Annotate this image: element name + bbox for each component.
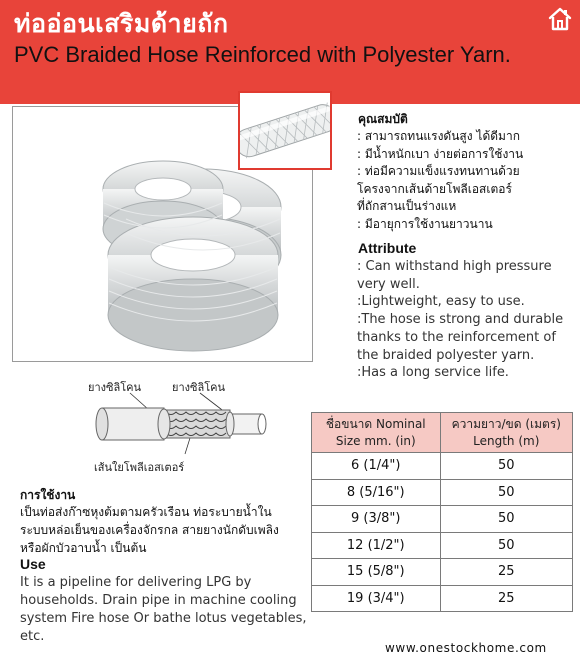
usage-text-thai: เป็นท่อส่งก๊าซหุงต้มตามครัวเรือน ท่อระบายน้ำในระบบหล่อเย็นของเครื่องจักรกล สายยางนักดับเพลิง หรือผักบัวอาบน้ำ เป็นต้น — [20, 505, 279, 555]
property-item: : มีอายุการใช้งานยาวนาน — [357, 216, 493, 231]
size-cell: 12 (1/2") — [312, 532, 441, 559]
table-row — [312, 479, 573, 506]
size-table-header — [312, 413, 573, 453]
table-row — [312, 559, 573, 586]
attribute-item: :The hose is strong and durable thanks to the reinforcement of the braided polyester yarn. — [357, 312, 564, 363]
page-title-thai: ท่ออ่อนเสริมด้ายถัก — [14, 9, 229, 38]
length-cell: 50 — [440, 479, 572, 506]
size-table — [311, 412, 573, 612]
table-row — [312, 453, 573, 480]
diagram-label-outer-silicone: ยางซิลิโคน — [88, 381, 141, 394]
attribute-item: :Has a long service life. — [357, 365, 509, 381]
size-cell: 9 (3/8") — [312, 506, 441, 533]
length-cell: 50 — [440, 453, 572, 480]
home-icon[interactable] — [547, 6, 573, 32]
braided-hose-closeup-image — [240, 93, 330, 168]
table-row — [312, 532, 573, 559]
attribute-item: : Can withstand high pressure very well. — [357, 259, 552, 292]
length-cell: 25 — [440, 585, 572, 612]
length-cell: 50 — [440, 506, 572, 533]
page-title-english: PVC Braided Hose Reinforced with Polyester Yarn. — [14, 42, 511, 67]
property-item: : มีน้ำหนักเบา ง่ายต่อการใช้งาน — [357, 146, 524, 161]
header-length: ความยาว/ขด (เมตร) Length (m) — [440, 413, 572, 453]
size-cell: 15 (5/8") — [312, 559, 441, 586]
diagram-label-polyester-fiber: เส้นใยโพลีเอสเตอร์ — [94, 461, 185, 474]
size-cell: 19 (3/4") — [312, 585, 441, 612]
property-item: : สามารถทนแรงดันสูง ได้ดีมาก — [357, 129, 520, 143]
header-nominal-size: ชื่อขนาด Nominal Size mm. (in) — [312, 413, 441, 453]
diagram-label-inner-silicone: ยางซิลิโคน — [172, 381, 225, 394]
hose-structure-diagram — [80, 374, 310, 474]
header-banner — [0, 0, 580, 104]
table-row — [312, 585, 573, 612]
attribute-list — [357, 258, 575, 382]
table-row — [312, 506, 573, 533]
usage-title-thai: การใช้งาน — [20, 488, 76, 502]
properties-list-thai — [357, 128, 577, 234]
attribute-item: :Lightweight, easy to use. — [357, 294, 525, 310]
usage-title-english: Use — [20, 556, 46, 572]
hose-closeup-inset — [238, 91, 332, 170]
property-item: ที่ถักสานเป็นร่างแห — [357, 199, 457, 214]
properties-title-thai: คุณสมบัติ — [358, 112, 408, 126]
size-cell: 6 (1/4") — [312, 453, 441, 480]
length-cell: 50 — [440, 532, 572, 559]
usage-text-english: It is a pipeline for delivering LPG by households. Drain pipe in machine cooling system Fire hose Or bathe lotus vegetables, etc. — [20, 575, 307, 644]
size-cell: 8 (5/16") — [312, 479, 441, 506]
property-item: : ท่อมีความแข็งแรงทนทานด้วย — [357, 164, 520, 179]
attribute-title: Attribute — [358, 240, 417, 256]
property-item: โครงจากเส้นด้ายโพลีเอสเตอร์ — [357, 181, 512, 196]
length-cell: 25 — [440, 559, 572, 586]
footer-website-link[interactable]: www.onestockhome.com — [385, 641, 547, 655]
